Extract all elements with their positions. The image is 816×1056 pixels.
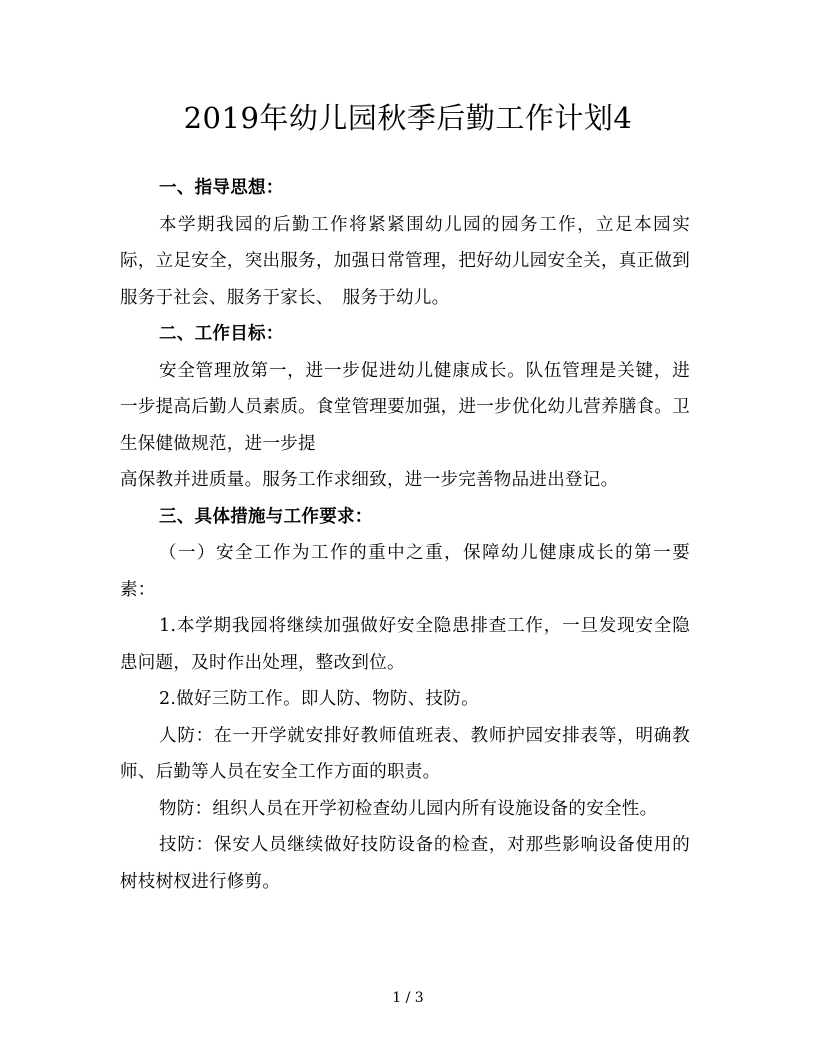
page-number: 1 / 3: [392, 990, 424, 1006]
paragraph: 本学期我园的后勤工作将紧紧围幼儿园的园务工作，立足本园实际，立足安全，突出服务，加强日常管理，把好幼儿园安全关，真正做到服务于社会、服务于家长、 服务于幼儿。: [120, 214, 690, 308]
paragraph: 物防：组织人员在开学初检查幼儿园内所有设施设备的安全性。: [159, 798, 658, 819]
paragraph: 高保教并进质量。服务工作求细致，进一步完善物品进出登记。: [120, 470, 619, 490]
section-heading-measures: 三、具体措施与工作要求：: [159, 506, 373, 527]
paragraph: 技防：保安人员继续做好技防设备的检查，对那些影响设备使用的树枝树杈进行修剪。: [120, 835, 690, 892]
section-heading-guiding-ideology: 一、指导思想：: [159, 178, 284, 198]
paragraph: 人防：在一开学就安排好教师值班表、教师护园安排表等，明确教师、后勤等人员在安全工作方面的职责。: [120, 725, 690, 782]
document-body: [120, 170, 690, 900]
paragraph: 安全管理放第一，进一步促进幼儿健康成长。队伍管理是关键，进一步提高后勤人员素质。食堂管理要加强，进一步优化幼儿营养膳食。卫生保健做规范，进一步提: [120, 360, 690, 454]
document-title: 2019年幼儿园秋季后勤工作计划4: [183, 101, 633, 135]
paragraph: （一）安全工作为工作的重中之重，保障幼儿健康成长的第一要素：: [120, 543, 690, 600]
paragraph: 1.本学期我园将继续加强做好安全隐患排查工作，一旦发现安全隐患问题，及时作出处理，整改到位。: [120, 616, 690, 673]
section-heading-work-goals: 二、工作目标：: [159, 324, 284, 344]
paragraph: 2.做好三防工作。即人防、物防、技防。: [159, 689, 479, 709]
